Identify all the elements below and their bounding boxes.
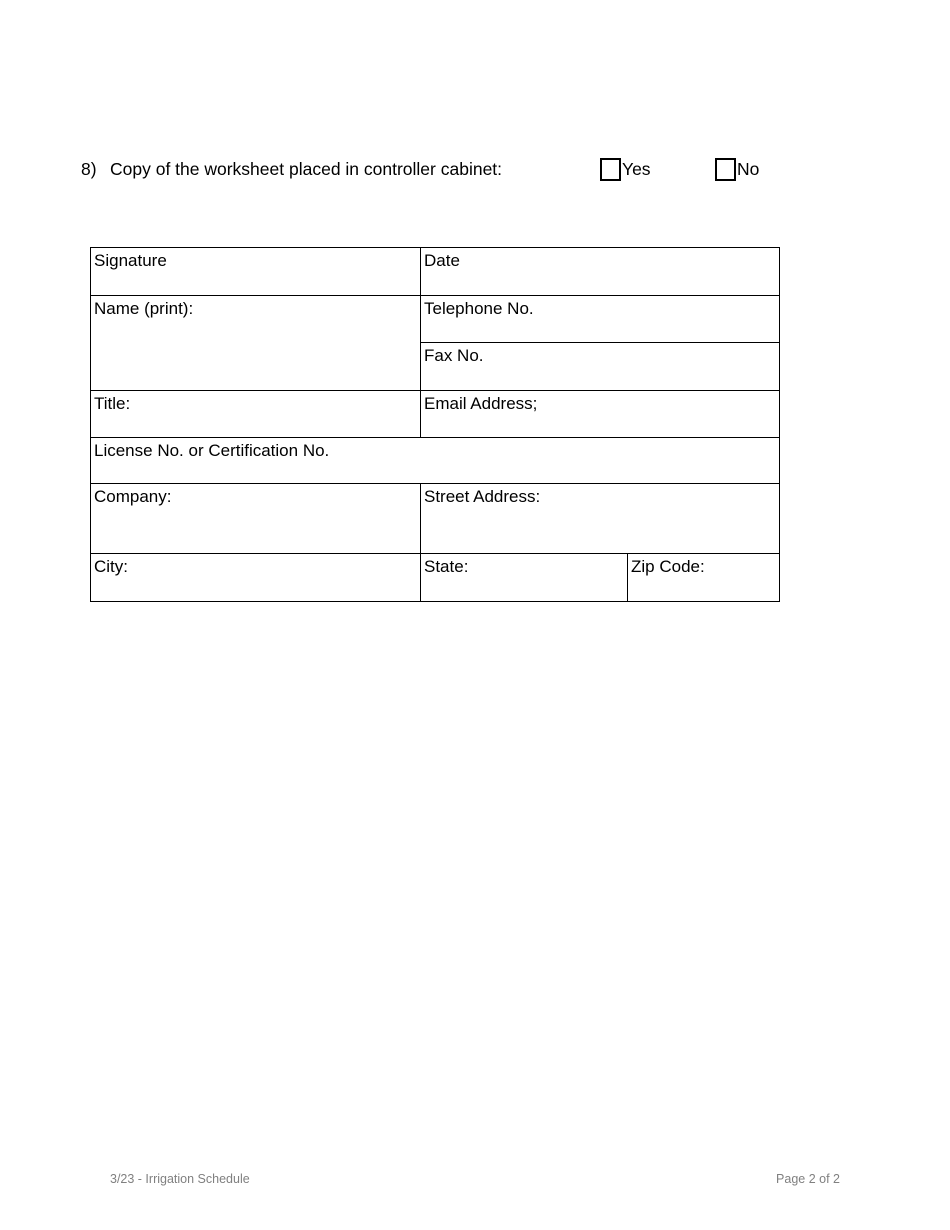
cell-street-address[interactable] bbox=[421, 484, 780, 554]
cell-title[interactable] bbox=[91, 391, 421, 438]
table-row bbox=[91, 484, 780, 554]
cell-name-print-label: Name (print): bbox=[94, 299, 194, 318]
checkbox-group-no[interactable] bbox=[715, 155, 759, 183]
cell-company[interactable] bbox=[91, 484, 421, 554]
footer-document-title: 3/23 - Irrigation Schedule bbox=[110, 1172, 250, 1186]
cell-email-address-label: Email Address; bbox=[424, 394, 538, 413]
signature-contact-table bbox=[90, 247, 780, 602]
cell-license-number[interactable] bbox=[91, 438, 780, 484]
cell-license-number-label: License No. or Certification No. bbox=[94, 441, 330, 460]
cell-city-label: City: bbox=[94, 557, 128, 576]
cell-fax[interactable] bbox=[421, 343, 780, 391]
checkbox-yes[interactable] bbox=[600, 158, 621, 181]
table-row bbox=[91, 438, 780, 484]
cell-zip-code-label: Zip Code: bbox=[631, 557, 705, 576]
cell-signature-label: Signature bbox=[94, 251, 167, 270]
checkbox-label-no: No bbox=[737, 159, 760, 179]
question-number: 8) bbox=[81, 159, 97, 179]
footer-page-number: Page 2 of 2 bbox=[776, 1172, 840, 1186]
checkbox-group-yes[interactable] bbox=[600, 155, 651, 183]
cell-city[interactable] bbox=[91, 554, 421, 602]
cell-company-label: Company: bbox=[94, 487, 172, 506]
cell-signature[interactable] bbox=[91, 248, 421, 296]
table-row bbox=[91, 296, 780, 343]
table-row bbox=[91, 554, 780, 602]
table-row bbox=[91, 391, 780, 438]
checkbox-no[interactable] bbox=[715, 158, 736, 181]
cell-telephone-label: Telephone No. bbox=[424, 299, 534, 318]
cell-name-print[interactable] bbox=[91, 296, 421, 391]
question-8-row bbox=[81, 155, 871, 185]
page-footer bbox=[0, 1170, 950, 1192]
cell-zip-code[interactable] bbox=[628, 554, 780, 602]
cell-title-label: Title: bbox=[94, 394, 131, 413]
question-text: Copy of the worksheet placed in controller cabinet: bbox=[110, 159, 503, 179]
cell-fax-label: Fax No. bbox=[424, 346, 484, 365]
cell-date-label: Date bbox=[424, 251, 460, 270]
checkbox-label-yes: Yes bbox=[622, 159, 651, 179]
cell-telephone[interactable] bbox=[421, 296, 780, 343]
cell-email-address[interactable] bbox=[421, 391, 780, 438]
cell-street-address-label: Street Address: bbox=[424, 487, 541, 506]
cell-date[interactable] bbox=[421, 248, 780, 296]
cell-state-label: State: bbox=[424, 557, 469, 576]
cell-state[interactable] bbox=[421, 554, 628, 602]
table-row bbox=[91, 248, 780, 296]
